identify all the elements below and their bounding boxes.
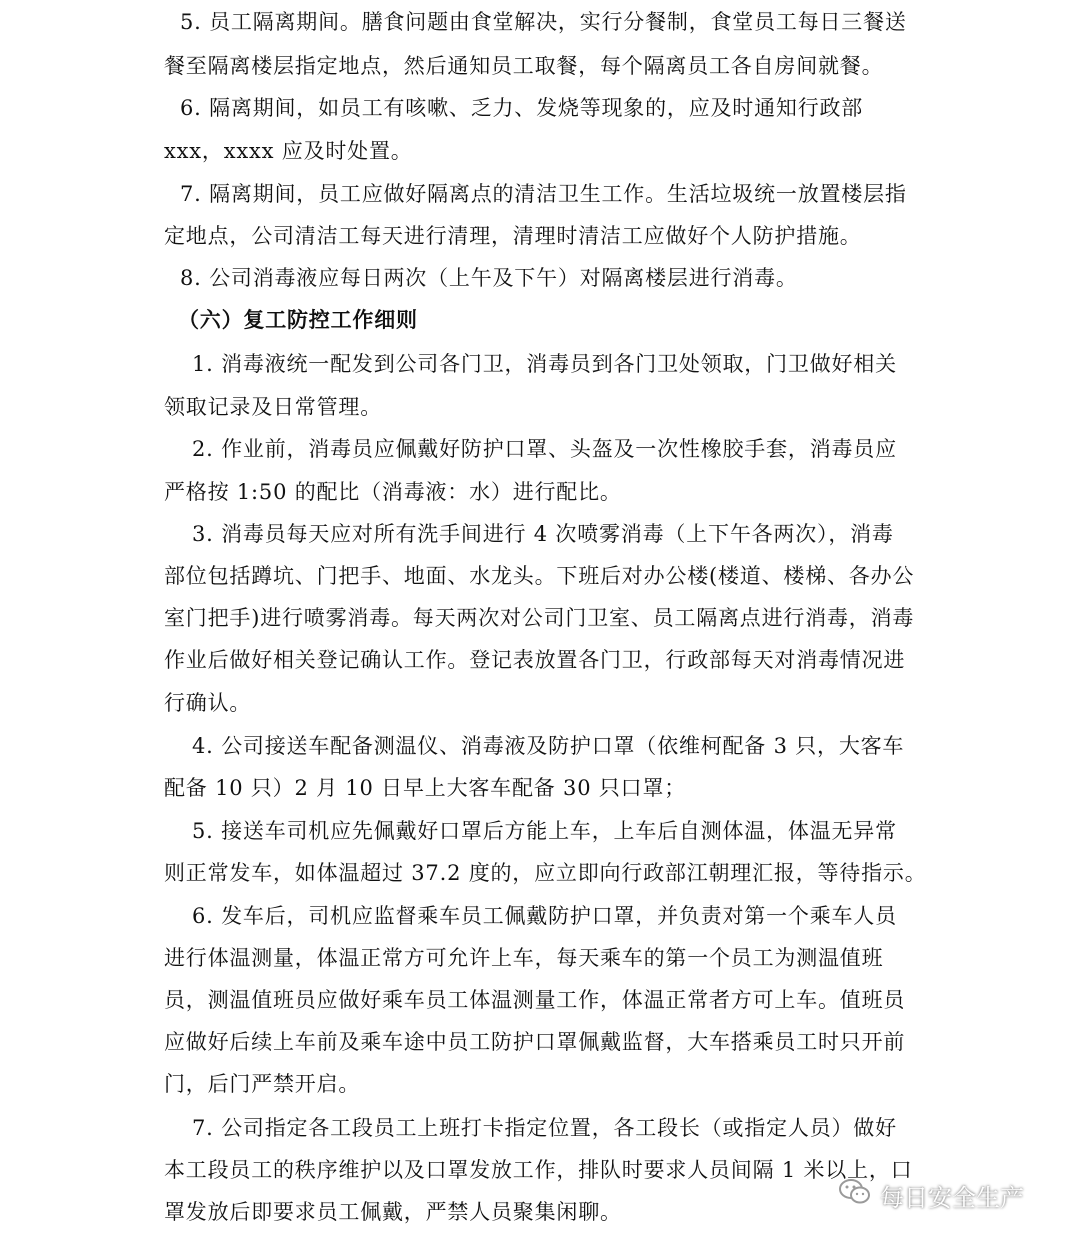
text-line: 严格按 1:50 的配比（消毒液：水）进行配比。: [164, 480, 622, 504]
text-line: 作业后做好相关登记确认工作。登记表放置各门卫，行政部每天对消毒情况进: [164, 648, 906, 672]
text-line: xxx，xxxx 应及时处置。: [164, 139, 413, 163]
text-line: 8. 公司消毒液应每日两次（上午及下午）对隔离楼层进行消毒。: [180, 266, 798, 290]
watermark: [838, 1178, 1058, 1212]
text-line: 配备 10 只）2 月 10 日早上大客车配备 30 只口罩；: [164, 776, 687, 800]
text-line: 6. 隔离期间，如员工有咳嗽、乏力、发烧等现象的，应及时通知行政部: [180, 96, 864, 120]
text-line: 6. 发车后，司机应监督乘车员工佩戴防护口罩，并负责对第一个乘车人员: [192, 904, 897, 928]
text-line: 7. 公司指定各工段员工上班打卡指定位置，各工段长（或指定人员）做好: [192, 1116, 897, 1140]
text-line: 罩发放后即要求员工佩戴，严禁人员聚集闲聊。: [164, 1200, 622, 1224]
text-line: 定地点，公司清洁工每天进行清理，清理时清洁工应做好个人防护措施。: [164, 224, 862, 248]
text-line: 行确认。: [164, 691, 252, 715]
text-line: 门，后门严禁开启。: [164, 1072, 361, 1096]
text-line: 5. 员工隔离期间。膳食问题由食堂解决，实行分餐制，食堂员工每日三餐送: [180, 10, 907, 34]
text-line: 领取记录及日常管理。: [164, 395, 382, 419]
text-line: 室门把手)进行喷雾消毒。每天两次对公司门卫室、员工隔离点进行消毒，消毒: [164, 606, 915, 630]
text-line: 应做好后续上车前及乘车途中员工防护口罩佩戴监督，大车搭乘员工时只开前: [164, 1030, 906, 1054]
text-line: 餐至隔离楼层指定地点，然后通知员工取餐，每个隔离员工各自房间就餐。: [164, 54, 884, 78]
text-line: 3. 消毒员每天应对所有洗手间进行 4 次喷雾消毒（上下午各两次），消毒: [192, 522, 894, 546]
text-line: 4. 公司接送车配备测温仪、消毒液及防护口罩（依维柯配备 3 只，大客车: [192, 734, 905, 758]
text-line: 则正常发车，如体温超过 37.2 度的，应立即向行政部江朝理汇报，等待指示。: [164, 861, 927, 885]
section-heading: （六）复工防控工作细则: [178, 307, 418, 332]
wechat-icon: [838, 1177, 872, 1213]
text-line: 进行体温测量，体温正常方可允许上车，每天乘车的第一个员工为测温值班: [164, 946, 884, 970]
text-line: 1. 消毒液统一配发到公司各门卫，消毒员到各门卫处领取，门卫做好相关: [192, 352, 897, 376]
text-line: 本工段员工的秩序维护以及口罩发放工作，排队时要求人员间隔 1 米以上，口: [164, 1158, 913, 1182]
text-line: 员，测温值班员应做好乘车员工体温测量工作，体温正常者方可上车。值班员: [164, 988, 906, 1012]
text-line: 部位包括蹲坑、门把手、地面、水龙头。下班后对办公楼(楼道、楼梯、各办公: [164, 564, 915, 588]
text-line: 5. 接送车司机应先佩戴好口罩后方能上车，上车后自测体温，体温无异常: [192, 819, 897, 843]
watermark-text: 每日安全生产: [880, 1183, 1024, 1212]
text-line: 7. 隔离期间，员工应做好隔离点的清洁卫生工作。生活垃圾统一放置楼层指: [180, 182, 907, 206]
text-line: 2. 作业前，消毒员应佩戴好防护口罩、头盔及一次性橡胶手套，消毒员应: [192, 437, 897, 461]
